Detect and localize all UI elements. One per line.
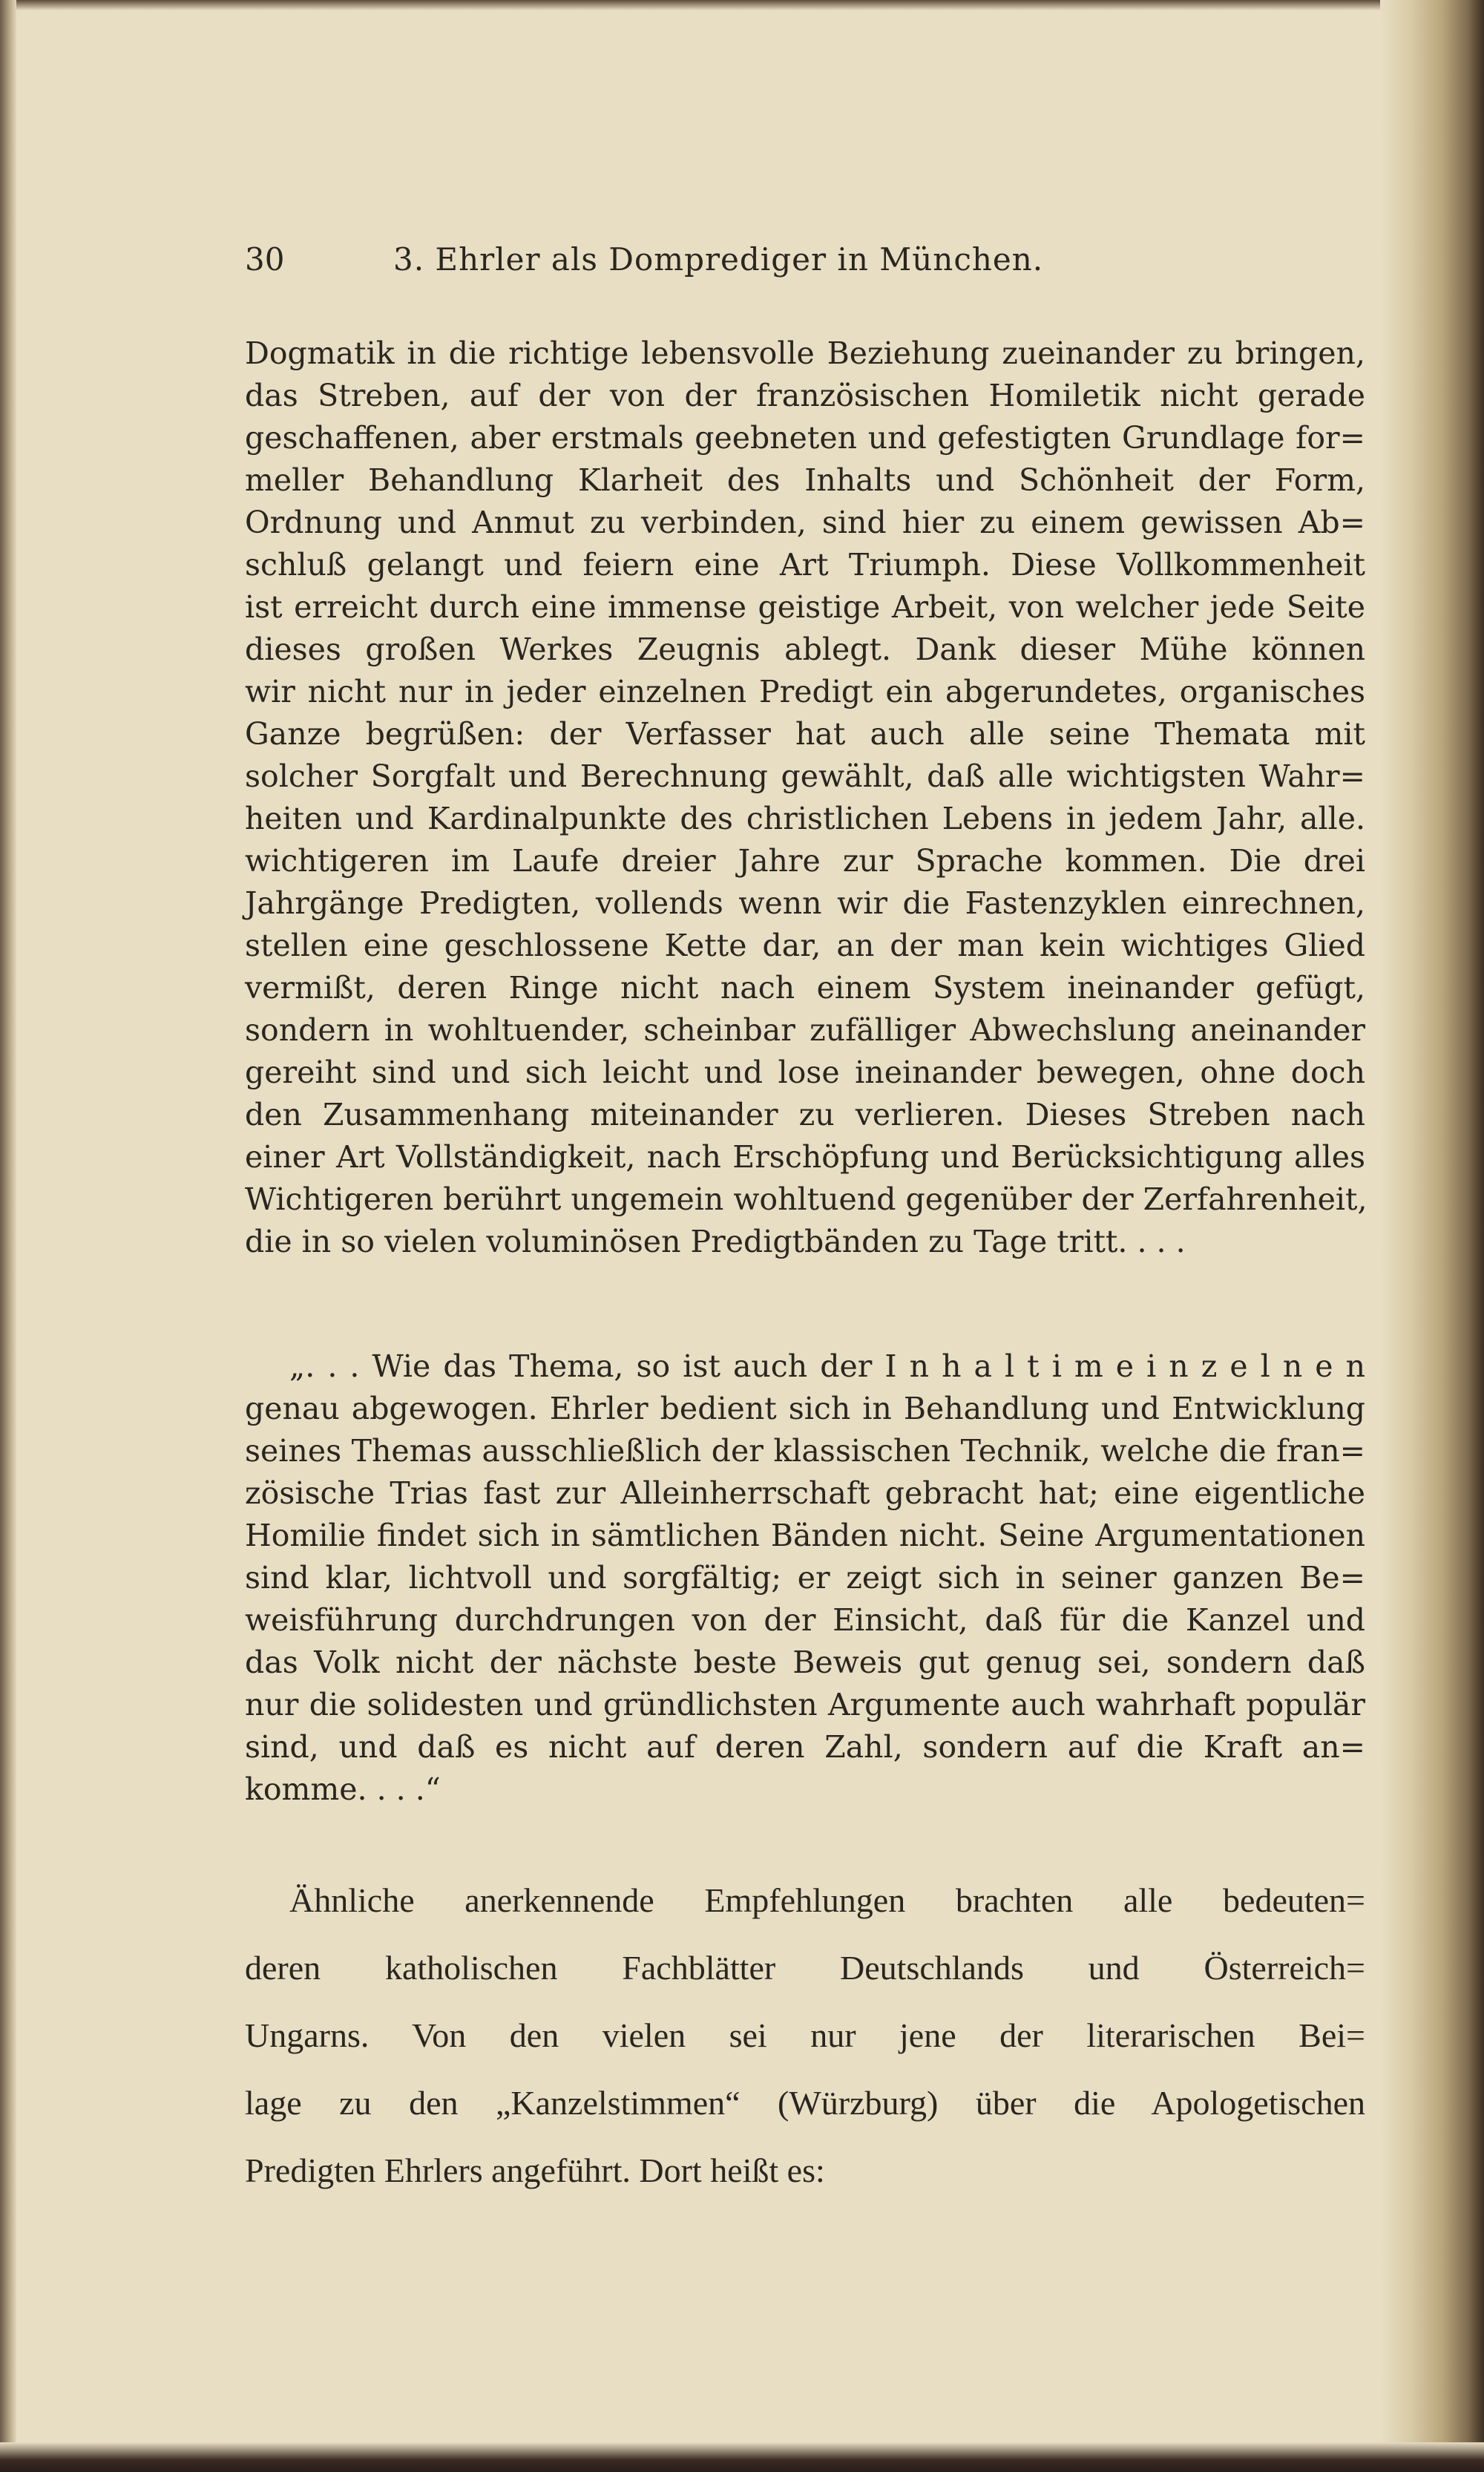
text-line: nur die solidesten und gründlichsten Argumente auch wahrhaft populär — [245, 1687, 1365, 1722]
page-stack-edge — [1380, 0, 1484, 2472]
text-line: Wichtigeren berührt ungemein wohltuend gegenüber der Zerfahrenheit, — [245, 1181, 1368, 1217]
text-line: solcher Sorgfalt und Berechnung gewählt, daß alle wichtigsten Wahr= — [245, 758, 1365, 794]
text-line: Ähnliche anerkennende Empfehlungen brachten alle bedeuten= — [289, 1881, 1365, 1919]
paragraph-2-quote — [245, 1345, 1365, 1811]
text-line: die in so vielen voluminösen Predigtbänden zu Tage tritt. . . . — [245, 1224, 1186, 1259]
text-line: stellen eine geschlossene Kette dar, an der man kein wichtiges Glied — [245, 928, 1365, 963]
text-line: sind klar, lichtvoll und sorgfältig; er zeigt sich in seiner ganzen Be= — [245, 1560, 1365, 1596]
text-line: heiten und Kardinalpunkte des christlichen Lebens in jedem Jahr, alle. — [245, 801, 1365, 836]
paragraph-1 — [245, 332, 1368, 1263]
page-bottom-edge — [0, 2442, 1484, 2472]
text-line: schluß gelangt und feiern eine Art Triumph. Diese Vollkommenheit — [245, 547, 1365, 583]
text-line: Ungarns. Von den vielen sei nur jene der literarischen Bei= — [245, 2016, 1365, 2054]
text-line: deren katholischen Fachblätter Deutschlands und Österreich= — [245, 1949, 1365, 1987]
text-line: vermißt, deren Ringe nicht nach einem System ineinander gefügt, — [245, 970, 1365, 1006]
text-line: dieses großen Werkes Zeugnis ablegt. Dank dieser Mühe können — [245, 632, 1365, 667]
page-number: 30 — [245, 241, 285, 278]
text-line: seines Themas ausschließlich der klassischen Technik, welche die fran= — [245, 1433, 1365, 1469]
text-line: meller Behandlung Klarheit des Inhalts und Schönheit der Form, — [245, 462, 1365, 498]
page-header — [245, 241, 1365, 286]
text-line: das Volk nicht der nächste beste Beweis gut genug sei, sondern daß — [245, 1645, 1365, 1680]
text-line: wichtigeren im Laufe dreier Jahre zur Sprache kommen. Die drei — [245, 843, 1365, 879]
text-line: Ordnung und Anmut zu verbinden, sind hier zu einem gewissen Ab= — [245, 505, 1365, 540]
text-line: lage zu den „Kanzelstimmen“ (Würzburg) über die Apologetischen — [245, 2084, 1365, 2122]
running-title: 3. Ehrler als Domprediger in München. — [393, 241, 1044, 278]
text-line: den Zusammenhang miteinander zu verlieren. Dieses Streben nach — [245, 1097, 1365, 1132]
text-line: genau abgewogen. Ehrler bedient sich in Behandlung und Entwicklung — [245, 1391, 1365, 1426]
text-line: zösische Trias fast zur Alleinherrschaft gebracht hat; eine eigentliche — [245, 1475, 1365, 1511]
binding-edge — [0, 0, 16, 2472]
text-line: Jahrgänge Predigten, vollends wenn wir die Fastenzyklen einrechnen, — [245, 885, 1365, 921]
page-top-edge — [0, 0, 1484, 10]
text-line: „. . . Wie das Thema, so ist auch der I n h a l t i m e i n z e l n e n — [289, 1348, 1365, 1384]
text-line: komme. . . .“ — [245, 1771, 441, 1807]
text-line: gereiht sind und sich leicht und lose ineinander bewegen, ohne doch — [245, 1055, 1365, 1090]
text-line: sondern in wohltuender, scheinbar zufälliger Abwechslung aneinander — [245, 1012, 1365, 1048]
text-line: Dogmatik in die richtige lebensvolle Beziehung zueinander zu bringen, — [245, 335, 1365, 371]
text-line: Ganze begrüßen: der Verfasser hat auch alle seine Themata mit — [245, 716, 1365, 752]
text-line: das Streben, auf der von der französischen Homiletik nicht gerade — [245, 378, 1365, 413]
text-line: Homilie findet sich in sämtlichen Bänden nicht. Seine Argumentationen — [245, 1518, 1365, 1553]
text-line: ist erreicht durch eine immense geistige Arbeit, von welcher jede Seite — [245, 589, 1365, 625]
text-line: weisführung durchdrungen von der Einsicht, daß für die Kanzel und — [245, 1602, 1365, 1638]
text-line: Predigten Ehrlers angeführt. Dort heißt es: — [245, 2151, 825, 2189]
text-line: einer Art Vollständigkeit, nach Erschöpfung und Berücksichtigung alles — [245, 1139, 1365, 1175]
paragraph-3 — [245, 1866, 1365, 2204]
text-line: sind, und daß es nicht auf deren Zahl, sondern auf die Kraft an= — [245, 1729, 1365, 1765]
text-line: wir nicht nur in jeder einzelnen Predigt ein abgerundetes, organisches — [245, 674, 1365, 709]
text-line: geschaffenen, aber erstmals geebneten und gefestigten Grundlage for= — [245, 420, 1365, 456]
